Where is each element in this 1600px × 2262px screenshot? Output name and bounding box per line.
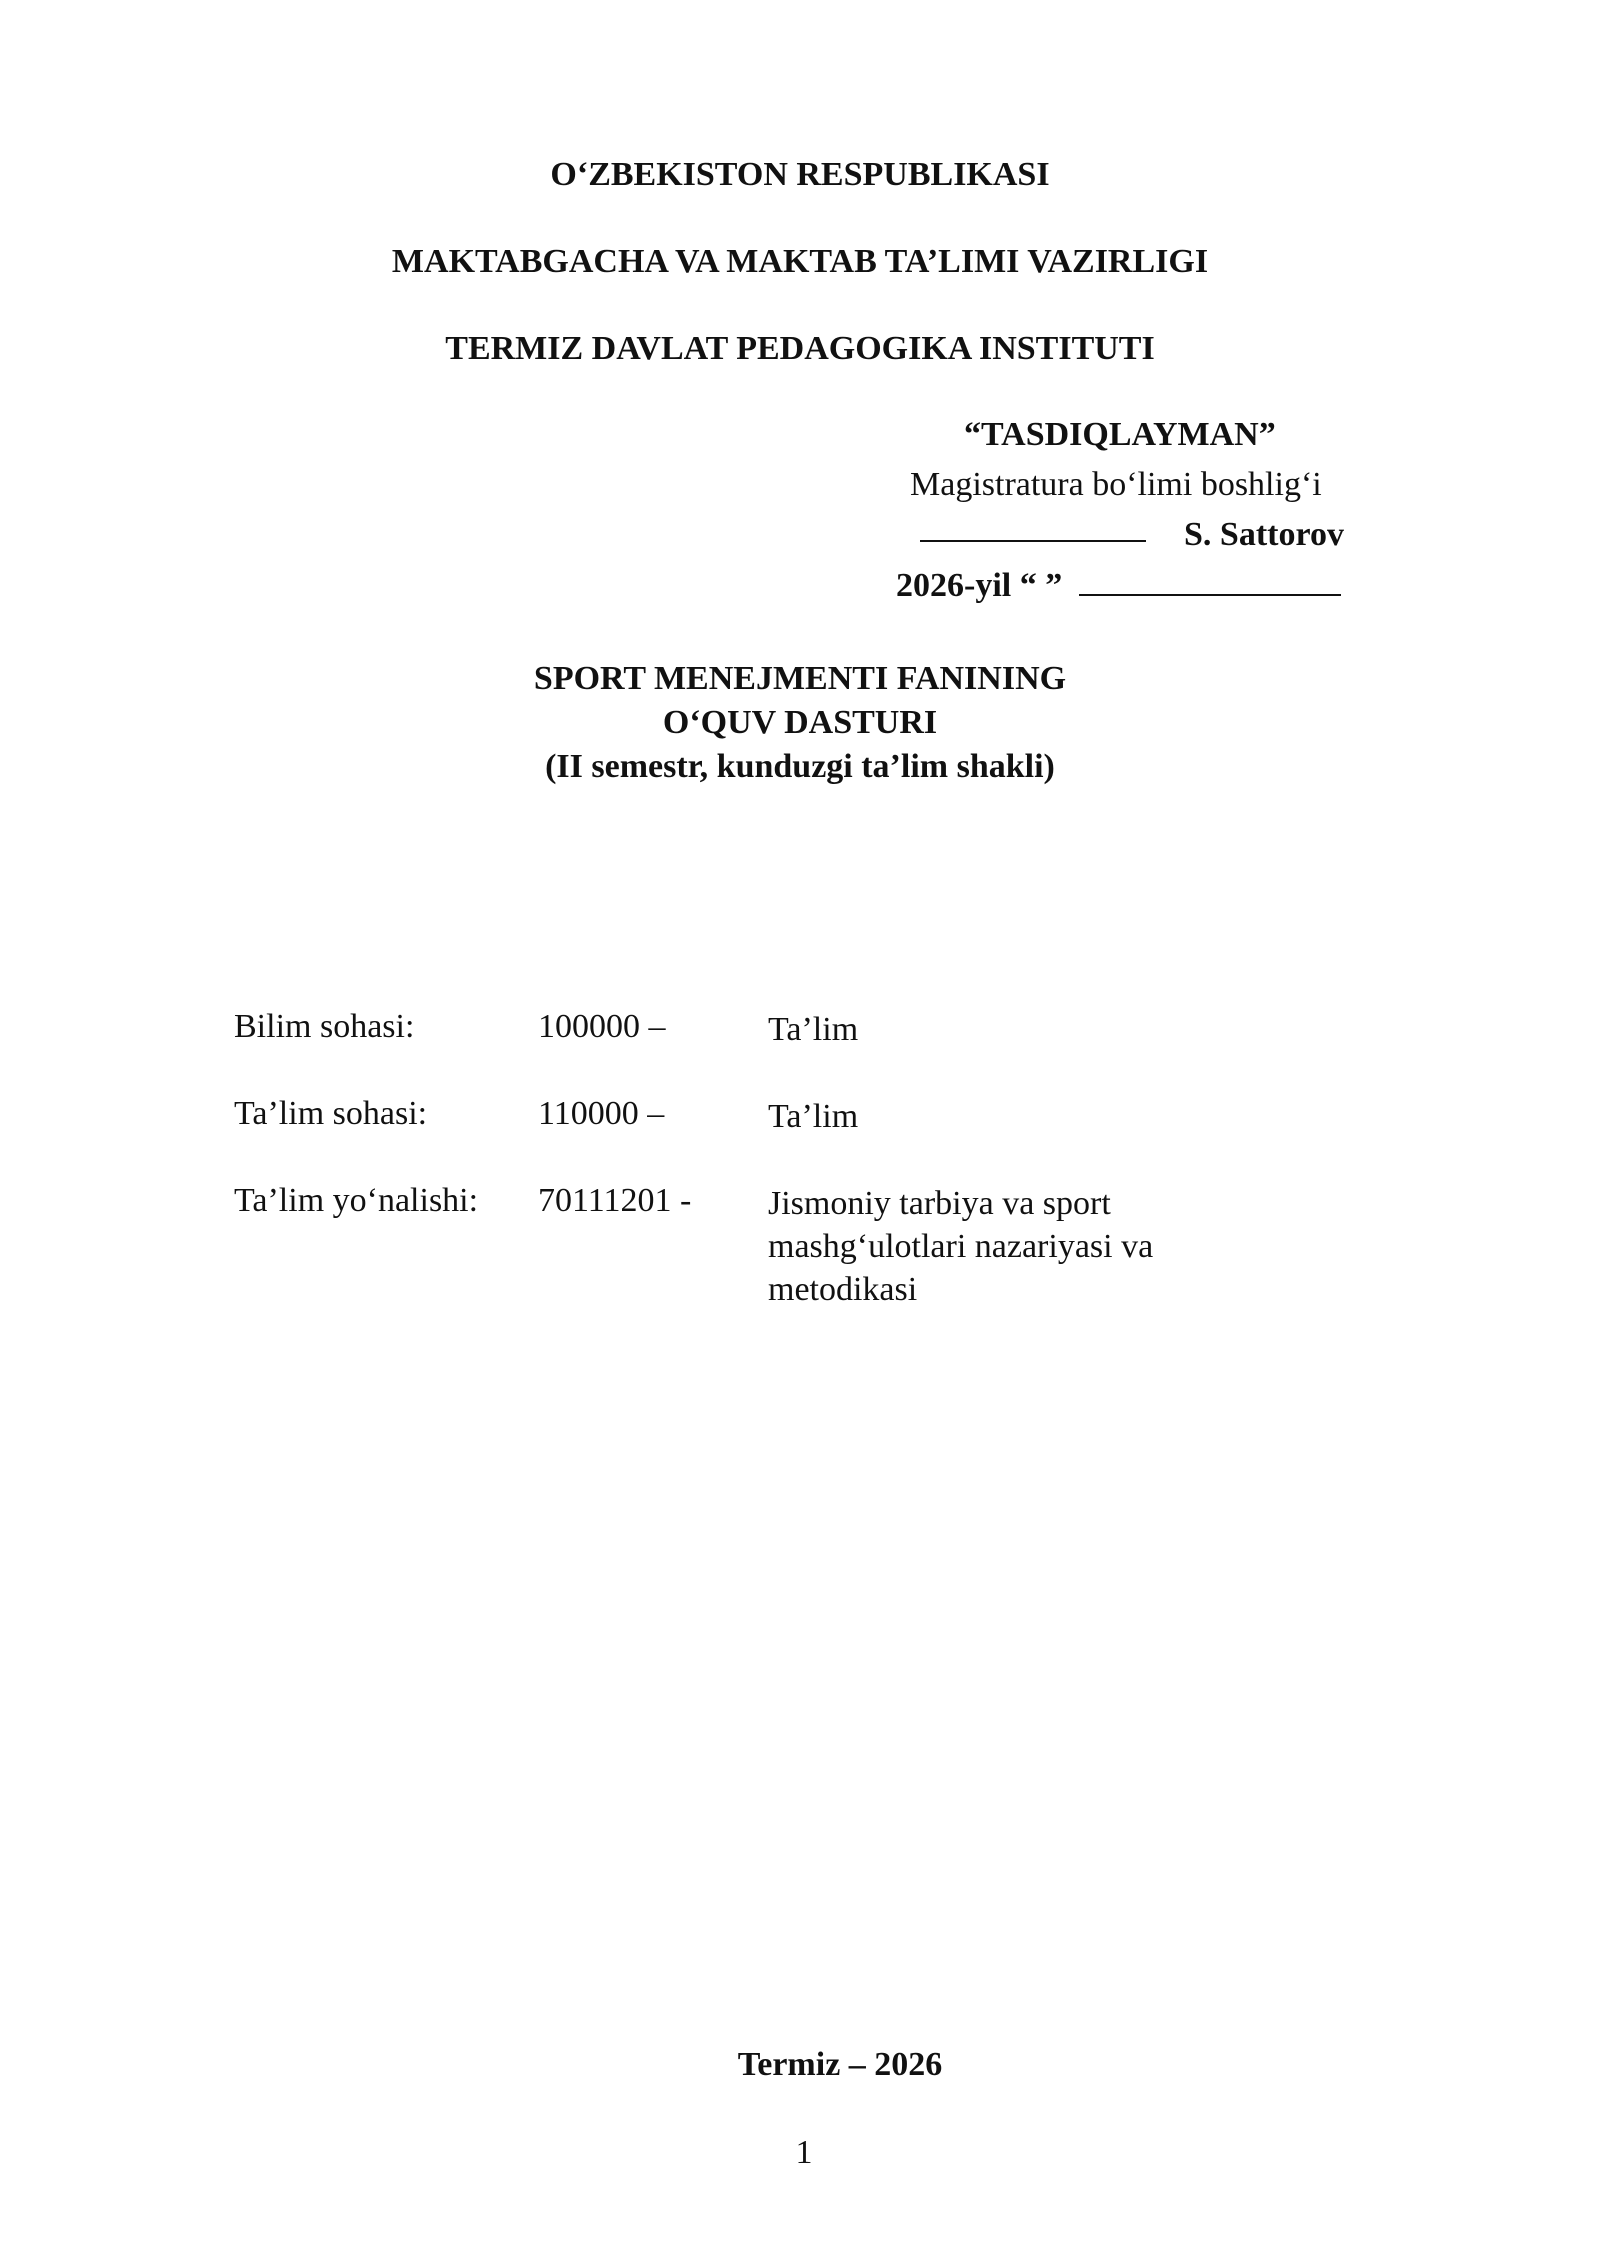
approval-date: [896, 566, 1341, 605]
field-label: Ta’lim sohasi:: [234, 1095, 428, 1132]
field-label: Bilim sohasi:: [234, 1008, 415, 1045]
place-year: Termiz – 2026: [737, 2046, 943, 2083]
field-value: Ta’lim: [768, 1098, 859, 1135]
field-label: Ta’lim yo‘nalishi:: [234, 1182, 479, 1219]
approval-title: “TASDIQLAYMAN”: [964, 416, 1276, 453]
field-value: Jismoniy tarbiya va sport mashg‘ulotlari nazariyasi va metodikasi: [768, 1185, 1154, 1308]
page-number: 1: [795, 2134, 813, 2171]
institute-heading: TERMIZ DAVLAT PEDAGOGIKA INSTITUTI: [445, 330, 1155, 367]
ministry-heading: MAKTABGACHA VA MAKTAB TA’LIMI VAZIRLIGI: [391, 243, 1209, 280]
field-code: 100000 –: [538, 1008, 666, 1045]
country-heading: O‘ZBEKISTON RESPUBLIKASI: [550, 156, 1050, 193]
approval-position: Magistratura bo‘limi boshlig‘i: [910, 466, 1322, 503]
approval-date-prefix: 2026-yil “ ”: [896, 567, 1063, 604]
program-title-line2: O‘QUV DASTURI: [662, 704, 938, 741]
field-value: Ta’lim: [768, 1011, 859, 1048]
program-title-line3: (II semestr, kunduzgi ta’lim shakli): [545, 748, 1055, 785]
field-code: 110000 –: [538, 1095, 665, 1132]
program-title-line1: SPORT MENEJMENTI FANINING: [533, 660, 1067, 697]
field-code: 70111201 -: [538, 1182, 692, 1219]
signature-line: [920, 512, 1146, 542]
date-blank-line: [1079, 566, 1341, 596]
approval-signer: S. Sattorov: [1184, 516, 1344, 553]
